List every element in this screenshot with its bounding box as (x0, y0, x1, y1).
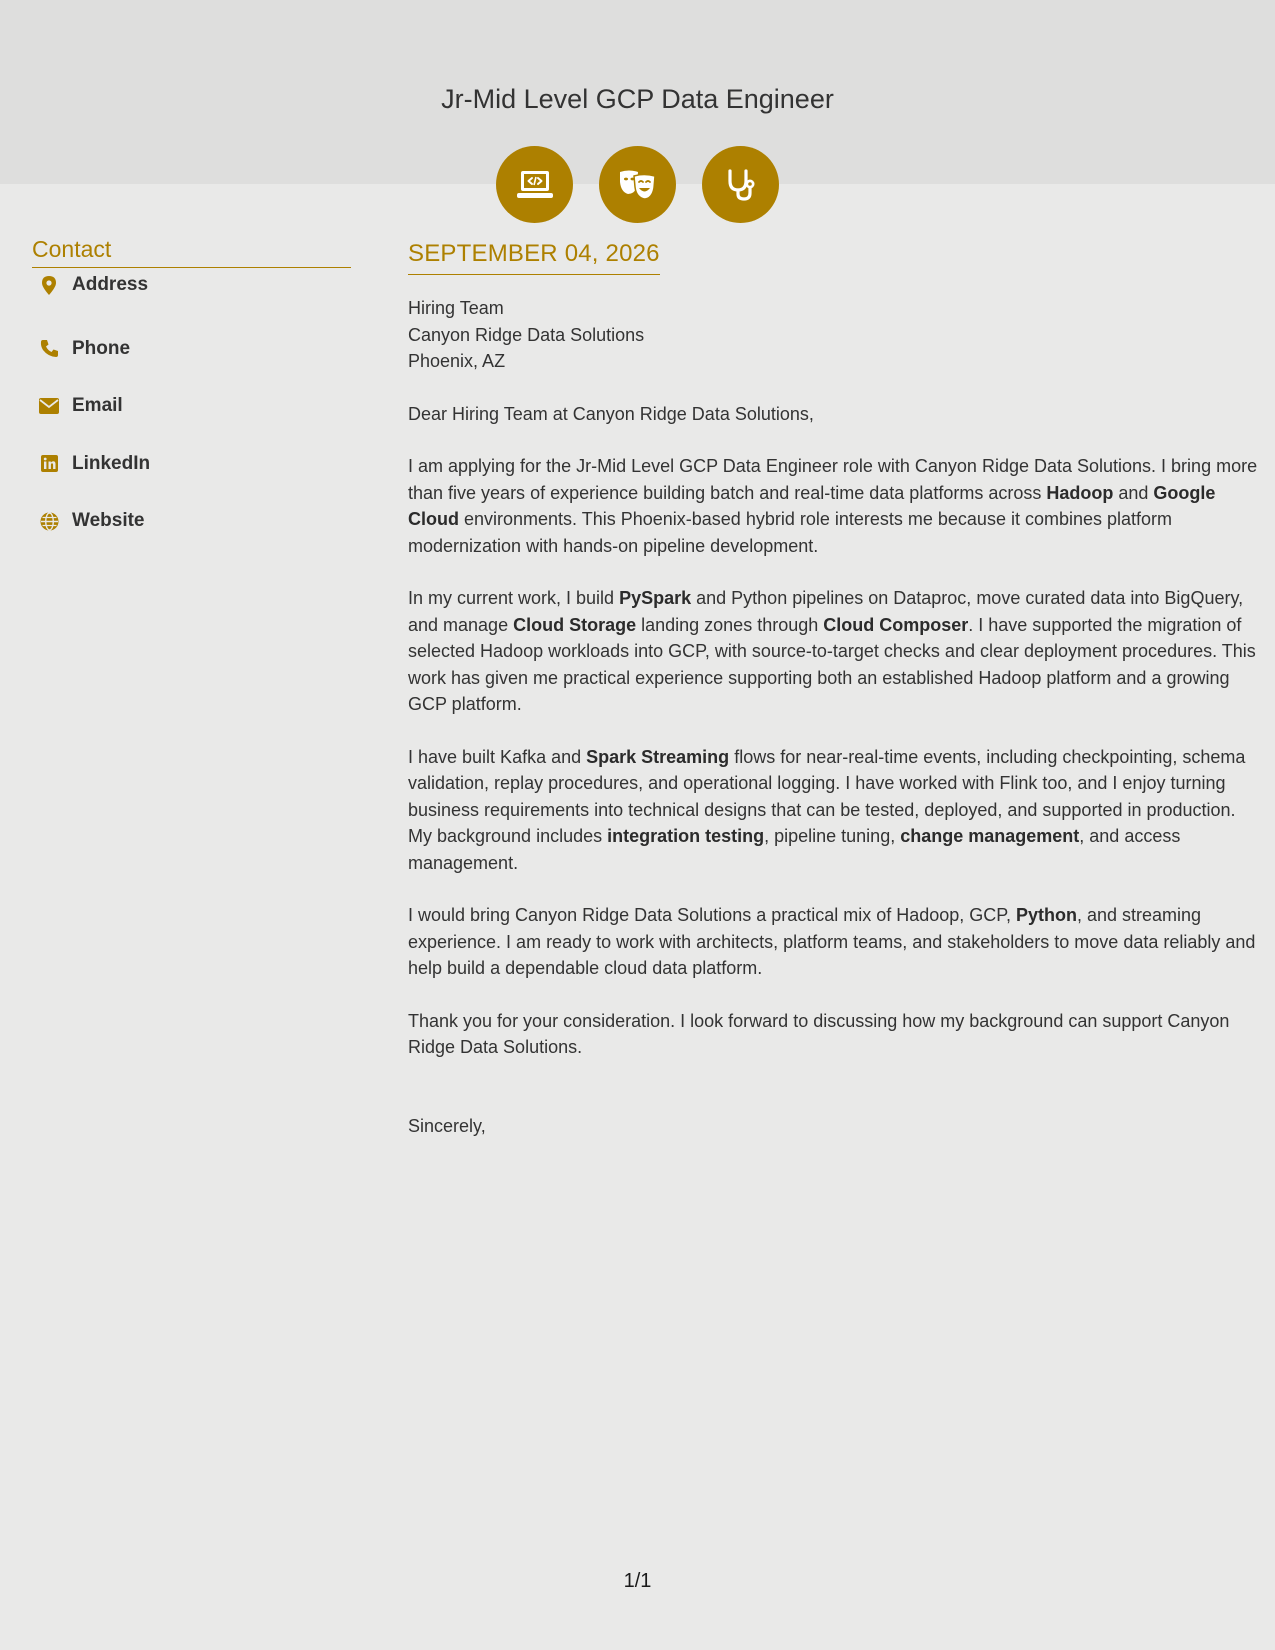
letter-paragraphs (408, 453, 1258, 1061)
contact-item-linkedin (32, 435, 351, 493)
contact-item-phone (32, 320, 351, 378)
header-icon-row (0, 146, 1275, 223)
emphasized-keyword: Cloud Storage (513, 614, 637, 635)
recipient-line: Hiring Team (408, 298, 504, 318)
stethoscope-icon (702, 146, 779, 223)
emphasized-keyword: Cloud Composer (823, 614, 969, 635)
map-pin-icon (36, 276, 62, 295)
contact-sidebar (32, 236, 351, 550)
emphasized-keyword: PySpark (619, 588, 692, 608)
contact-label-address: Address (72, 274, 149, 295)
paragraph-text: , pipeline tuning, (764, 826, 901, 846)
paragraph-text: environments. This Phoenix-based hybrid role interests me because it combines platform modernization with hands-on pipeline development. (408, 509, 1173, 556)
emphasized-keyword: Google Cloud (408, 482, 1216, 529)
globe-icon (36, 512, 62, 531)
paragraph-text: , and streaming experience. I am ready to work with architects, platform teams, and stakeholders to move data reliably and help build a dependable cloud data platform. (408, 905, 1256, 978)
emphasized-keyword: Spark Streaming (586, 746, 730, 767)
emphasized-keyword: Hadoop (1046, 482, 1114, 503)
letter-paragraph (408, 585, 1258, 718)
job-title: Jr-Mid Level GCP Data Engineer (441, 84, 834, 114)
phone-icon (36, 339, 62, 358)
letter-paragraph (408, 744, 1258, 877)
contact-heading: Contact (32, 236, 351, 268)
paragraph-text: and (1113, 482, 1154, 503)
letter-paragraph (408, 453, 1258, 559)
paragraph-text: and Python pipelines on Dataproc, move curated data into BigQuery, and manage (408, 588, 1244, 635)
paragraph-text: , and access management. (408, 826, 1181, 873)
contact-label-linkedin: LinkedIn (72, 452, 151, 474)
laptop-code-icon (496, 146, 573, 223)
letter-paragraph (408, 902, 1258, 982)
recipient-line: Phoenix, AZ (408, 351, 506, 371)
emphasized-keyword: Python (1016, 905, 1077, 925)
contact-item-website (32, 493, 351, 551)
contact-item-email (32, 378, 351, 436)
recipient-line: Canyon Ridge Data Solutions (408, 324, 645, 345)
letter-body (408, 240, 1258, 1139)
paragraph-text: flows for near-real-time events, including checkpointing, schema validation, replay procedures, and operational logging. I have worked with Flink too, and I enjoy turning business requirements into technical designs that can be tested, deployed, and supported in production. My background includes (408, 746, 1246, 846)
paragraph-text: I would bring Canyon Ridge Data Solutions a practical mix of Hadoop, GCP, (408, 905, 1016, 925)
contact-label-email: Email (72, 395, 123, 417)
paragraph-text: . I have supported the migration of selected Hadoop workloads into GCP, with source-to-target checks and clear deployment procedures. This work has given me practical experience supporting both an established Hadoop platform and a growing GCP platform. (408, 614, 1256, 714)
linkedin-icon (36, 455, 62, 472)
letter-paragraph (408, 1008, 1258, 1061)
emphasized-keyword: change management (900, 826, 1080, 846)
paragraph-text: I have built Kafka and (408, 746, 587, 767)
contact-item-address (32, 274, 351, 320)
salutation: Dear Hiring Team at Canyon Ridge Data Solutions, (408, 403, 814, 424)
page-number: 1/1 (623, 1570, 652, 1592)
paragraph-text: In my current work, I build (408, 588, 620, 608)
envelope-icon (36, 398, 62, 414)
paragraph-text: I am applying for the Jr-Mid Level GCP Data Engineer role with Canyon Ridge Data Solutions. I bring more than five years of experience building batch and real-time data platforms across (408, 456, 1258, 503)
theater-masks-icon (599, 146, 676, 223)
contact-label-website: Website (72, 510, 145, 532)
letter-date: SEPTEMBER 04, 2026 (408, 240, 660, 275)
emphasized-keyword: integration testing (607, 826, 765, 846)
contact-list (32, 274, 351, 550)
paragraph-text: landing zones through (636, 614, 824, 635)
contact-label-phone: Phone (72, 337, 131, 359)
paragraph-text: Thank you for your consideration. I look forward to discussing how my background can support Canyon Ridge Data Solutions. (408, 1010, 1230, 1057)
recipient-block (408, 295, 1258, 375)
closing: Sincerely, (408, 1115, 486, 1136)
